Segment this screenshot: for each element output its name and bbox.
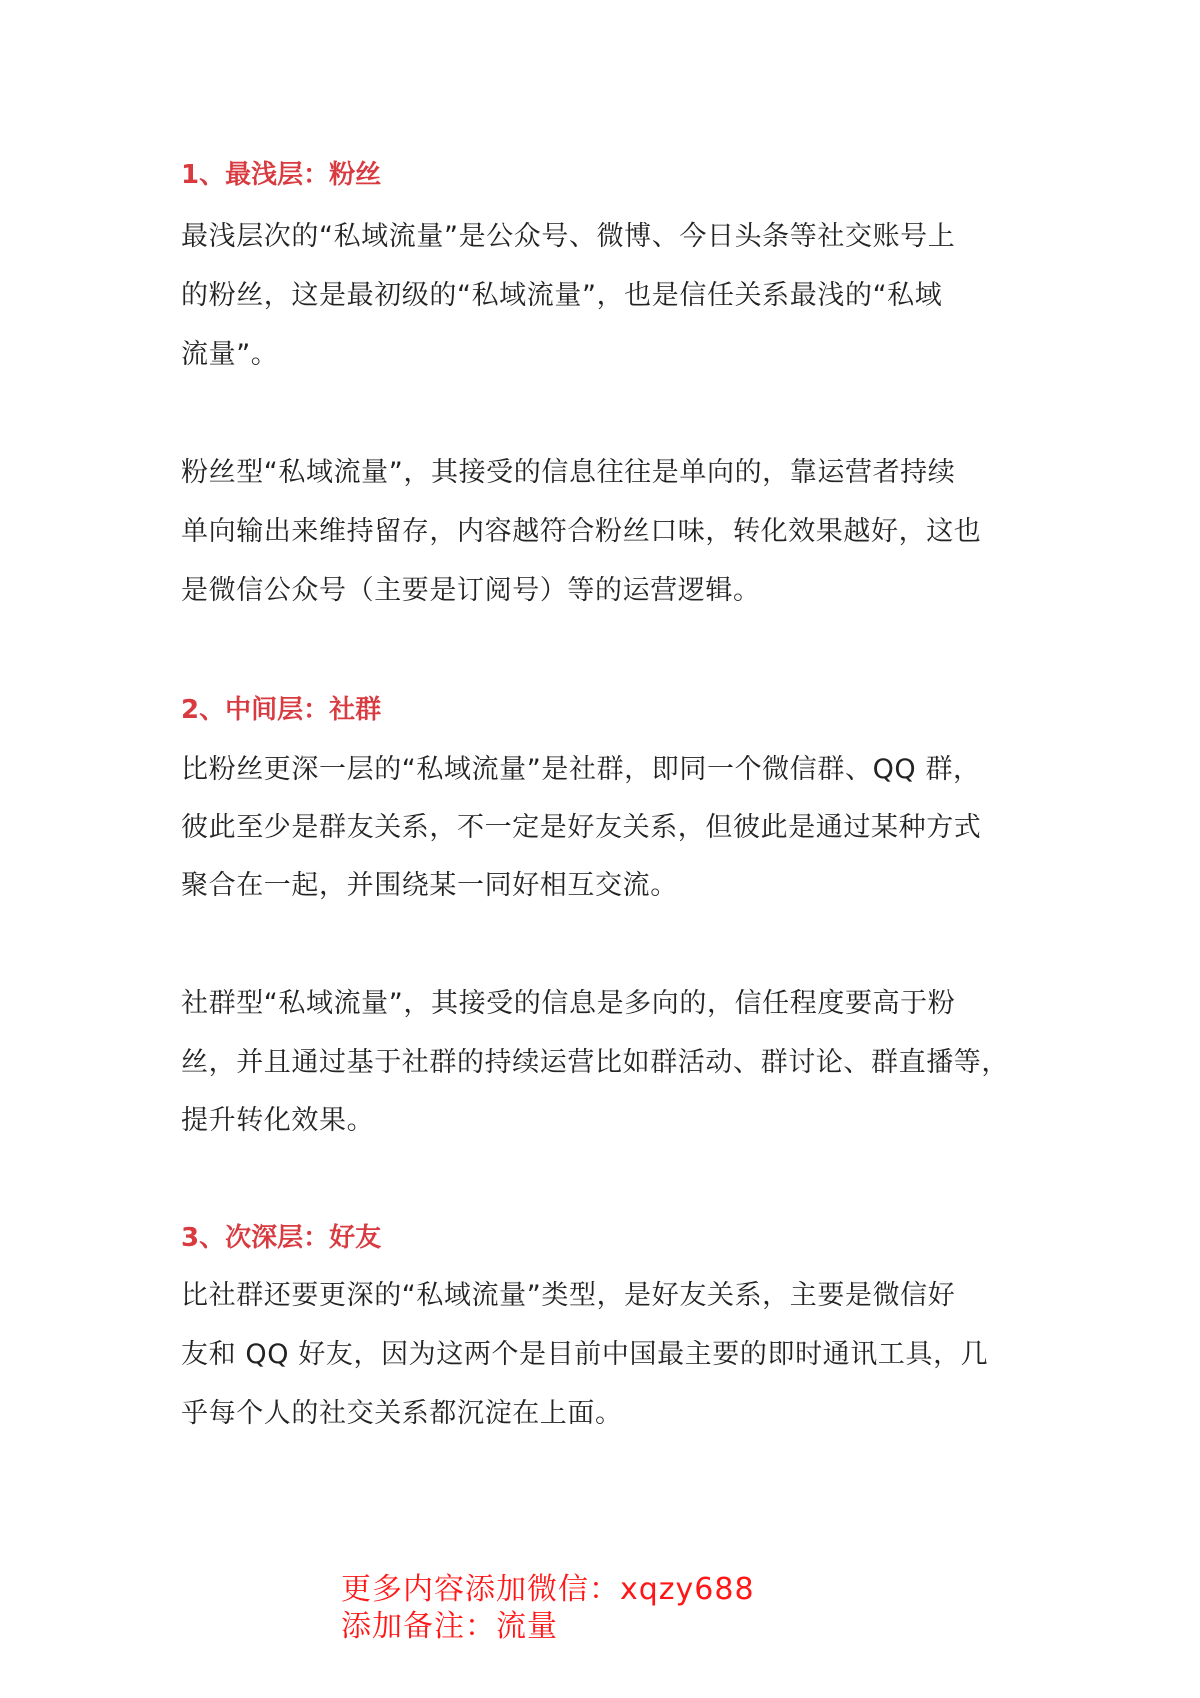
footer-wechat-contact: 更多内容添加微信：xqzy688 (341, 1572, 755, 1607)
paragraph-line: 聚合在一起，并围绕某一同好相互交流。 (181, 870, 678, 901)
paragraph-line: 比粉丝更深一层的“私域流量”是社群，即同一个微信群、QQ 群， (181, 754, 981, 785)
paragraph-line: 粉丝型“私域流量”，其接受的信息往往是单向的，靠运营者持续 (181, 457, 956, 488)
paragraph-line: 友和 QQ 好友，因为这两个是目前中国最主要的即时通讯工具，几 (181, 1339, 989, 1370)
paragraph-line: 乎每个人的社交关系都沉淀在上面。 (181, 1398, 623, 1429)
paragraph-line: 的粉丝，这是最初级的“私域流量”，也是信任关系最浅的“私域 (181, 280, 943, 311)
paragraph-line: 比社群还要更深的“私域流量”类型，是好友关系，主要是微信好 (181, 1280, 956, 1311)
footer-note: 添加备注：流量 (341, 1609, 558, 1644)
paragraph-line: 是微信公众号（主要是订阅号）等的运营逻辑。 (181, 575, 761, 606)
section-heading-fans: 1、最浅层：粉丝 (181, 160, 382, 190)
paragraph-line: 单向输出来维持留存，内容越符合粉丝口味，转化效果越好，这也 (181, 516, 982, 547)
paragraph-line: 丝，并且通过基于社群的持续运营比如群活动、群讨论、群直播等， (181, 1047, 1009, 1078)
paragraph-line: 彼此至少是群友关系，不一定是好友关系，但彼此是通过某种方式 (181, 812, 982, 843)
section-heading-friends: 3、次深层：好友 (181, 1223, 382, 1253)
paragraph-line: 提升转化效果。 (181, 1105, 375, 1136)
section-heading-community: 2、中间层：社群 (181, 695, 382, 725)
paragraph-line: 流量”。 (181, 339, 279, 370)
paragraph-line: 最浅层次的“私域流量”是公众号、微博、今日头条等社交账号上 (181, 221, 956, 252)
paragraph-line: 社群型“私域流量”，其接受的信息是多向的，信任程度要高于粉 (181, 988, 956, 1019)
